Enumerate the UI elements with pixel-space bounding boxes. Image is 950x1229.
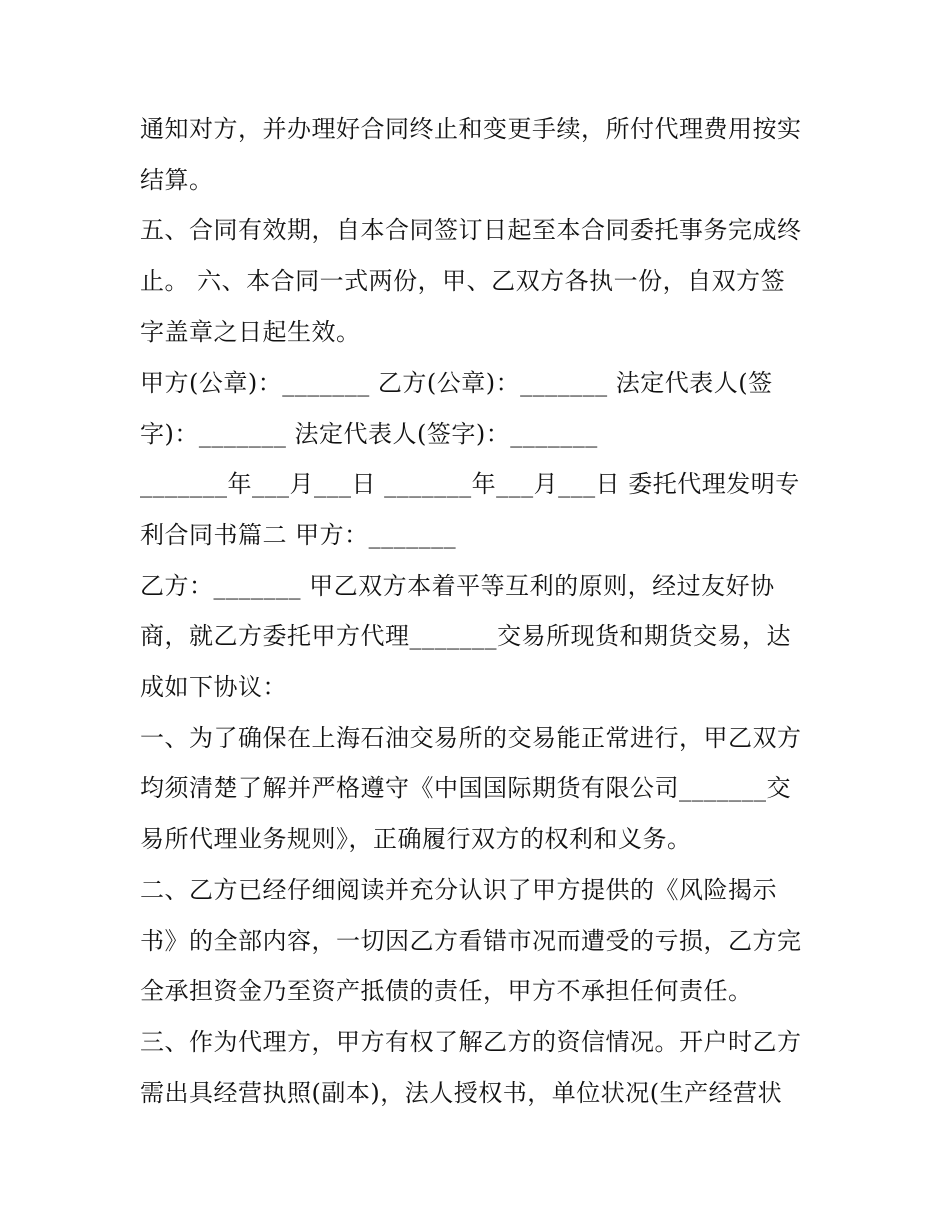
text-line: 易所代理业务规则》，正确履行双方的权利和义务。	[140, 825, 692, 853]
text-line: 字盖章之日起生效。	[140, 318, 361, 346]
text-line: 均须清楚了解并严格遵守《中国国际期货有限公司_______交	[140, 774, 791, 802]
text-line: _______年___月___日 _______年___月___日 委托代理发明专	[140, 470, 800, 498]
text-line: 通知对方，并办理好合同终止和变更手续，所付代理费用按实	[140, 115, 802, 143]
text-line: 书》的全部内容，一切因乙方看错市况而遭受的亏损，乙方完	[140, 927, 802, 955]
text-line: 利合同书篇二 甲方：_______	[140, 521, 457, 549]
text-line: 五、合同有效期，自本合同签订日起至本合同委托事务完成终	[140, 216, 802, 244]
text-line: 成如下协议：	[140, 673, 287, 701]
text-line: 二、乙方已经仔细阅读并充分认识了甲方提供的《风险揭示	[140, 876, 777, 904]
text-line: 字)：_______ 法定代表人(签字)：_______	[140, 420, 598, 448]
text-line: 甲方(公章)：_______ 乙方(公章)：_______ 法定代表人(签	[140, 369, 773, 397]
text-line: 商，就乙方委托甲方代理_______交易所现货和期货交易，达	[140, 622, 791, 650]
text-line: 乙方：_______ 甲乙双方本着平等互利的原则，经过友好协	[140, 572, 775, 600]
text-line: 需出具经营执照(副本)，法人授权书，单位状况(生产经营状	[140, 1079, 783, 1107]
text-line: 三、作为代理方，甲方有权了解乙方的资信情况。开户时乙方	[140, 1028, 802, 1056]
text-line: 结算。	[140, 166, 214, 194]
text-line: 一、为了确保在上海石油交易所的交易能正常进行，甲乙双方	[140, 724, 802, 752]
text-line: 全承担资金乃至资产抵债的责任，甲方不承担任何责任。	[140, 977, 753, 1005]
text-line: 止。 六、本合同一式两份，甲、乙双方各执一份，自双方签	[140, 267, 786, 295]
